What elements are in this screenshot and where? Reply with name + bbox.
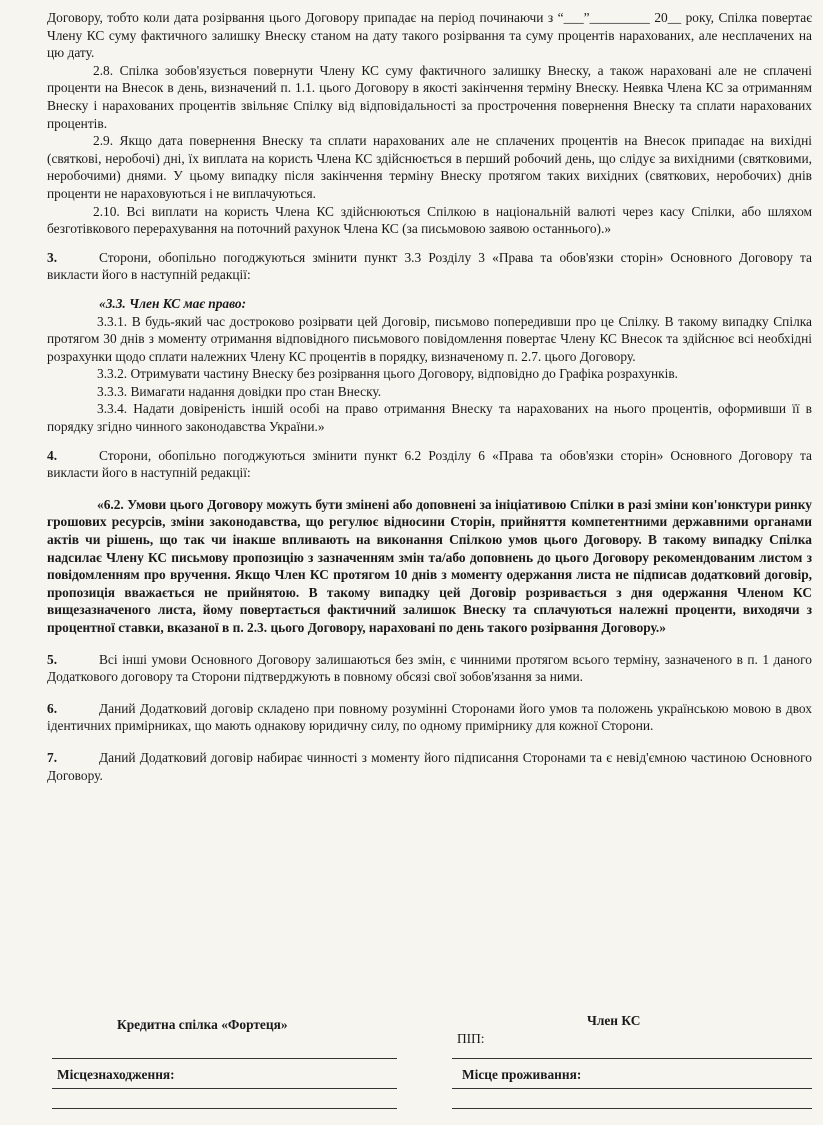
section-5-number: 5.	[47, 651, 58, 667]
section-7-number: 7.	[47, 749, 58, 765]
residence-line[interactable]	[452, 1088, 812, 1089]
clause-3-3-1: 3.3.1. В будь-який час достроково розірвати цей Договір, письмово попередивши про це Спілку. В такому випадку Спілка протягом 30 днів з моменту отримання відповідного письмового повідомлення повертає Члену КС Внесок та здійснює всі необхідні розрахунки щодо сплати належних Члену КС процентів в порядку, визначеному п. 2.7. цього Договору.	[47, 313, 812, 364]
section-3	[47, 249, 812, 284]
section-3-number: 3.	[47, 249, 58, 265]
section-6-text: Даний Додатковий договір складено при повному розумінні Сторонами його умов та положень українською мовою в двох ідентичних примірниках, що мають однакову юридичну силу, по одному примірнику для кожної Сторони.	[47, 700, 812, 734]
section-5	[47, 651, 812, 686]
org-extra-line[interactable]	[52, 1108, 397, 1109]
pib-line[interactable]	[452, 1058, 812, 1059]
section-4	[47, 447, 812, 482]
clause-3-3-3: 3.3.3. Вимагати надання довідки про стан Внеску.	[97, 383, 382, 399]
org-name: Кредитна спілка «Фортеця»	[117, 1017, 288, 1032]
paragraph-continuation: Договору, тобто коли дата розірвання цього Договору припадає на період починаючи з “___”_________ 20__ року, Спілка повертає Члену КС суму фактичного залишку Внеску станом на дату такого розірвання та суму процентів нарахованих, але несплачених на цю дату.	[47, 10, 812, 61]
section-5-text: Всі інші умови Основного Договору залишаються без змін, є чинними протягом всього терміну, зазначеного в п. 1 даного Додаткового договору та Сторони підтверджують в повному обсязі свої зобов'язання за ними.	[47, 651, 812, 685]
org-signature-line[interactable]	[52, 1058, 397, 1059]
org-location-line[interactable]	[52, 1088, 397, 1089]
section-6	[47, 700, 812, 735]
clause-2-8: 2.8. Спілка зобов'язується повернути Члену КС суму фактичного залишку Внеску, а також нараховані але не сплачені проценти на Внесок в день, визначений п. 1.1. цього Договору в якості закінчення терміну Внеску. Неявка Члена КС за отриманням Внеску і нарахованих процентів звільняє Спілку від відповідальності за прострочення повернення Внеску та сплати нарахованих процентів.	[47, 62, 812, 131]
section-7	[47, 749, 812, 784]
pib-label: ПІП:	[457, 1031, 485, 1046]
org-location-label: Місцезнаходження:	[57, 1067, 175, 1082]
member-residence-label: Місце проживання:	[462, 1067, 582, 1082]
clause-3-3-2: 3.3.2. Отримувати частину Внеску без розірвання цього Договору, відповідно до Графіка розрахунків.	[97, 366, 679, 382]
section-3-text: Сторони, обопільно погоджуються змінити пункт 3.3 Розділу 3 «Права та обов'язки сторін» Основного Договору та викласти його в наступній редакції:	[47, 249, 812, 283]
section-7-text: Даний Додатковий договір набирає чинності з моменту його підписання Сторонами та є невід'ємною частиною Основного Договору.	[47, 749, 812, 783]
clause-3-3-4: 3.3.4. Надати довіреність іншій особі на право отримання Внеску та нарахованих на нього процентів, оформивши її в порядку згідно чинного законодавства України.»	[47, 401, 812, 435]
document-page	[47, 9, 812, 784]
clause-6-2: «6.2. Умови цього Договору можуть бути змінені або доповнені за ініціативою Спілки в разі зміни кон'юнктури ринку грошових ресурсів, зміни законодавства, що регулює відносини Сторін, прийняття компетентними державними органами актів чи рішень, що так чи інакше впливають на виконання Спілкою умов цього Договору. В такому випадку Спілка надсилає Члену КС письмову пропозицію з зазначенням змін та/або доповнень до цього Договору рекомендованим листом з повідомленням про вручення. Якщо Член КС протягом 10 днів з моменту одержання листа не підписав додатковий договір, пропозиція вважається не прийнятою. В такому випадку цей Договір розривається з дня одержання Членом КС вищезазначеного листа, йому повертається фактичний залишок Внеску та сплачуються належні проценти, виходячи з процентної ставки, вказаної в п. 2.3. цього Договору, нараховані по день такого розірвання Договору.»	[47, 496, 812, 635]
section-4-text: Сторони, обопільно погоджуються змінити пункт 6.2 Розділу 6 «Права та обов'язки сторін» Основного Договору та викласти його в наступній редакції:	[47, 447, 812, 481]
section-4-number: 4.	[47, 447, 58, 463]
member-extra-line[interactable]	[452, 1108, 812, 1109]
clause-2-9: 2.9. Якщо дата повернення Внеску та сплати нарахованих але не сплачених процентів на Внесок припадає на вихідні (святкові, неробочі) дні, їх виплата на користь Члена КС здійснюється в перший робочий день, що слідує за вихідними (святковими, неробочими) днями. У цьому випадку після закінчення терміну Внеску протягом таких вихідних (святкових, неробочих) днів проценти не нараховуються і не виплачуються.	[47, 133, 812, 201]
member-title: Член КС	[587, 1013, 641, 1028]
section-6-number: 6.	[47, 700, 58, 716]
clause-3-3-heading: «3.3. Член КС має право:	[99, 295, 247, 311]
signature-block	[47, 1010, 812, 1120]
clause-2-10: 2.10. Всі виплати на користь Члена КС здійснюються Спілкою в національній валюті через касу Спілки, або шляхом безготівкового перерахування на поточний рахунок Члена КС (за письмовою заявою останнього).»	[47, 203, 812, 237]
